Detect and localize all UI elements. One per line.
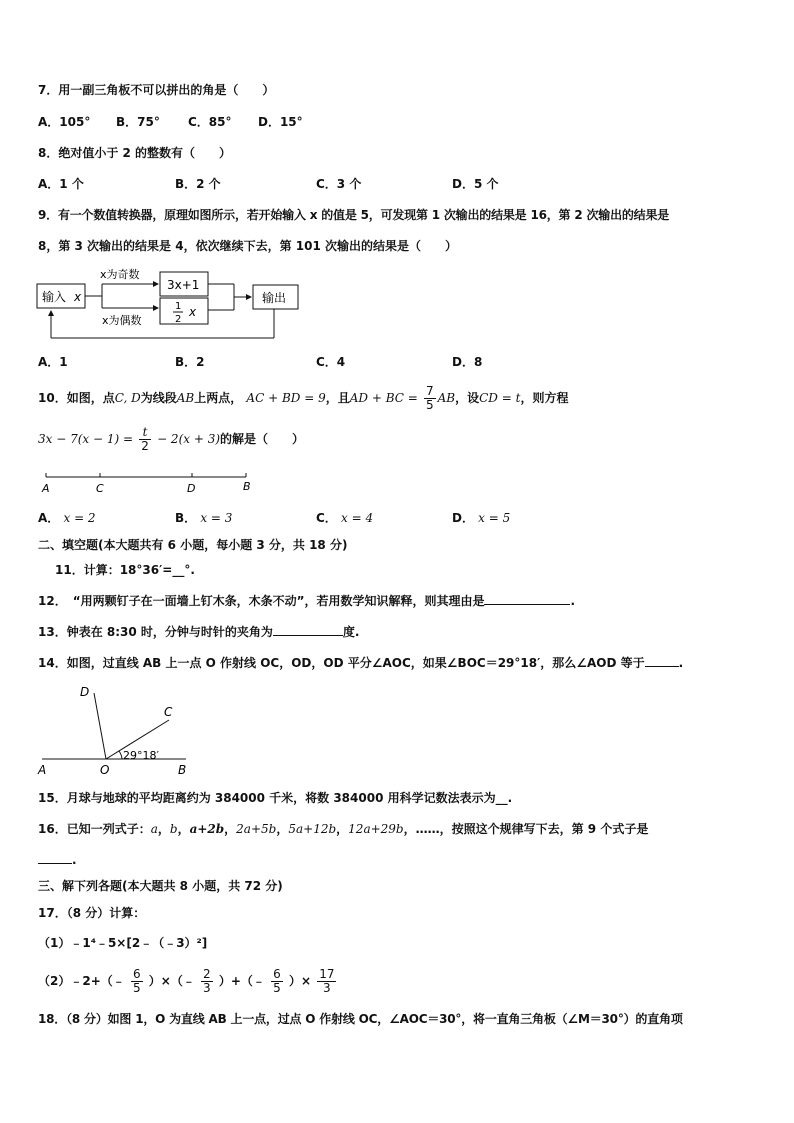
- seq-item: b: [169, 822, 178, 836]
- segment-diagram: [38, 468, 268, 498]
- label-o: O: [100, 763, 110, 777]
- q10-fraction: [424, 385, 436, 412]
- section-3-heading: 三、解下列各题(本大题共 8 小题，共 72 分): [38, 879, 283, 893]
- even-box-var: x: [189, 305, 197, 319]
- q9-option-c[interactable]: C．4: [316, 355, 346, 369]
- question-7: 7．用一副三角板不可以拼出的角是（ ）: [38, 83, 275, 97]
- frac-num: t: [139, 426, 151, 440]
- q9-option-b[interactable]: B．2: [175, 355, 205, 369]
- frac-den: 2: [141, 439, 149, 453]
- q17-text: ）×: [288, 974, 311, 988]
- q17-text: ）+（﹣: [218, 974, 265, 988]
- q13-end: 度.: [342, 625, 360, 639]
- q7-option-b[interactable]: B．75°: [116, 115, 160, 129]
- frac-num: 6: [132, 967, 141, 981]
- label-b: B: [178, 763, 187, 777]
- q10-text: ，设: [455, 391, 480, 405]
- seq-item: 5a+12b: [288, 822, 337, 836]
- question-9-line1: 9．有一个数值转换器，原理如图所示，若开始输入 x 的值是 5，可发现第 1 次输出的结果是 16，第 2 次输出的结果是: [38, 208, 670, 222]
- q7-option-d[interactable]: D．15°: [258, 115, 303, 129]
- frac-num: 6: [273, 967, 281, 981]
- q10-eq2-ab: AB: [437, 391, 456, 405]
- question-10-line1: [38, 384, 568, 412]
- q13-answer-blank[interactable]: [273, 635, 343, 636]
- frac-num: 17: [319, 967, 335, 981]
- fraction: [317, 968, 336, 995]
- label-c: C: [164, 705, 173, 719]
- even-label: x为偶数: [102, 314, 142, 327]
- q12-answer-blank[interactable]: [484, 604, 570, 605]
- frac-num: 2: [203, 967, 211, 981]
- fraction: [131, 968, 143, 995]
- question-17-part-2: [38, 962, 338, 1000]
- question-17-part-1: （1）﹣1⁴﹣5×[2﹣（﹣3）²]: [38, 936, 208, 950]
- seq-item: 2a+5b: [236, 822, 277, 836]
- q16-text: 16．已知一列式子：: [38, 822, 151, 836]
- q14-answer-blank[interactable]: [645, 666, 679, 667]
- question-10-line2: [38, 424, 304, 454]
- q16-end: .: [72, 853, 77, 867]
- q14-end: .: [678, 656, 684, 670]
- odd-box-text: 3x+1: [167, 278, 200, 292]
- q10-text: 的解是（ ）: [220, 432, 305, 446]
- question-18: 18．（8 分）如图 1，O 为直线 AB 上一点，过点 O 作射线 OC，∠AOC＝30°，将一直角三角板（∠M＝30°）的直角项: [38, 1012, 683, 1026]
- question-11: 11．计算：18°36′=__°.: [55, 563, 195, 577]
- q10-eq3: CD = t: [479, 391, 521, 405]
- even-box: [160, 298, 208, 324]
- q16-answer-blank[interactable]: [38, 863, 72, 864]
- q10-eq1: AC + BD = 9: [246, 391, 326, 405]
- q10-option-a[interactable]: [38, 510, 96, 526]
- q17-text: ）×（﹣: [148, 974, 195, 988]
- option-letter: C．: [316, 511, 337, 525]
- frac-den: 5: [273, 981, 281, 995]
- option-letter: D．: [452, 511, 474, 525]
- input-label: 输入: [42, 290, 67, 304]
- input-var: x: [74, 290, 82, 304]
- output-label: 输出: [262, 291, 287, 305]
- frac-den: 3: [323, 981, 331, 995]
- q10-eq2: AD + BC =: [349, 391, 418, 405]
- odd-label: x为奇数: [100, 268, 140, 281]
- angle-label: 29°18′: [123, 749, 159, 762]
- frac-num: 7: [425, 384, 434, 398]
- q16-text: ，……，按照这个规律写下去，第 9 个式子是: [403, 822, 649, 836]
- frac-den: 5: [425, 398, 434, 412]
- question-9-line2: 8，第 3 次输出的结果是 4，依次继续下去，第 101 次输出的结果是（ ）: [38, 239, 457, 253]
- q10-option-d[interactable]: [452, 510, 510, 526]
- even-box-num: 1: [175, 301, 182, 312]
- option-value: x = 4: [341, 511, 374, 525]
- q10-text: 10．如图，点: [38, 391, 115, 405]
- question-15: 15．月球与地球的平均距离约为 384000 千米，将数 384000 用科学记数法表示为__.: [38, 791, 513, 805]
- point-b: B: [243, 480, 251, 493]
- option-letter: B．: [175, 511, 197, 525]
- label-a: A: [38, 763, 47, 777]
- angle-diagram: [34, 680, 204, 780]
- q10-text: ，则方程: [520, 391, 569, 405]
- even-box-den: 2: [175, 314, 182, 325]
- seq-item: 12a+29b: [348, 822, 404, 836]
- seq-item: a: [150, 822, 158, 836]
- seq-item: a+2b: [189, 822, 225, 836]
- q10-equation-rhs: − 2(x + 3): [157, 432, 221, 446]
- q8-option-b[interactable]: B．2 个: [175, 177, 221, 191]
- question-17: 17．（8 分）计算：: [38, 906, 146, 920]
- option-value: x = 2: [63, 511, 96, 525]
- point-a: A: [42, 482, 50, 495]
- option-letter: A．: [38, 511, 60, 525]
- q13-text: 13．钟表在 8:30 时，分钟与时针的夹角为: [38, 625, 273, 639]
- frac-den: 5: [132, 981, 141, 995]
- point-c: C: [96, 482, 104, 495]
- q10-option-b[interactable]: [175, 510, 232, 526]
- question-8: 8．绝对值小于 2 的整数有（ ）: [38, 146, 232, 160]
- label-d: D: [80, 685, 90, 699]
- question-16: 16．已知一列式子：a，b，a+2b，2a+5b，5a+12b，12a+29b，……，按照这个规律写下去，第 9 个式子是: [38, 822, 649, 836]
- question-16-line2: [38, 852, 77, 868]
- q12-end: .: [570, 594, 576, 608]
- q10-option-c[interactable]: [316, 510, 373, 526]
- q10-text: ，且: [325, 391, 350, 405]
- q17-text: （2）﹣2+（﹣: [38, 974, 125, 988]
- q12-text: 12． “用两颗钉子在一面墙上钉木条，木条不动”，若用数学知识解释，则其理由是: [38, 594, 485, 608]
- question-14: [38, 655, 683, 671]
- q10-points-cd: C, D: [114, 391, 141, 405]
- q9-option-d[interactable]: D．8: [452, 355, 483, 369]
- q7-option-a[interactable]: A．105°: [38, 115, 91, 129]
- q14-text: 14．如图，过直线 AB 上一点 O 作射线 OC，OD，OD 平分∠AOC，如果∠BOC＝29°18′，那么∠AOD 等于: [38, 656, 645, 670]
- q10-text: 上两点，: [194, 391, 243, 405]
- q7-option-c[interactable]: C．85°: [188, 115, 232, 129]
- q10-equation-fraction: [139, 426, 151, 453]
- question-13: [38, 624, 359, 640]
- q8-option-c[interactable]: C．3 个: [316, 177, 362, 191]
- q9-option-a[interactable]: A．1: [38, 355, 68, 369]
- point-d: D: [187, 482, 196, 495]
- option-value: x = 3: [200, 511, 233, 525]
- fraction: [201, 968, 213, 995]
- converter-diagram: [34, 264, 314, 344]
- question-12: [38, 593, 575, 609]
- q8-option-d[interactable]: D．5 个: [452, 177, 499, 191]
- q10-segment-ab: AB: [176, 391, 195, 405]
- fraction: [271, 968, 283, 995]
- frac-den: 3: [203, 981, 211, 995]
- option-value: x = 5: [478, 511, 511, 525]
- q10-equation-lhs: 3x − 7(x − 1) =: [38, 432, 134, 446]
- q10-text: 为线段: [140, 391, 177, 405]
- section-2-heading: 二、填空题(本大题共有 6 小题，每小题 3 分，共 18 分): [38, 538, 348, 552]
- q8-option-a[interactable]: A．1 个: [38, 177, 84, 191]
